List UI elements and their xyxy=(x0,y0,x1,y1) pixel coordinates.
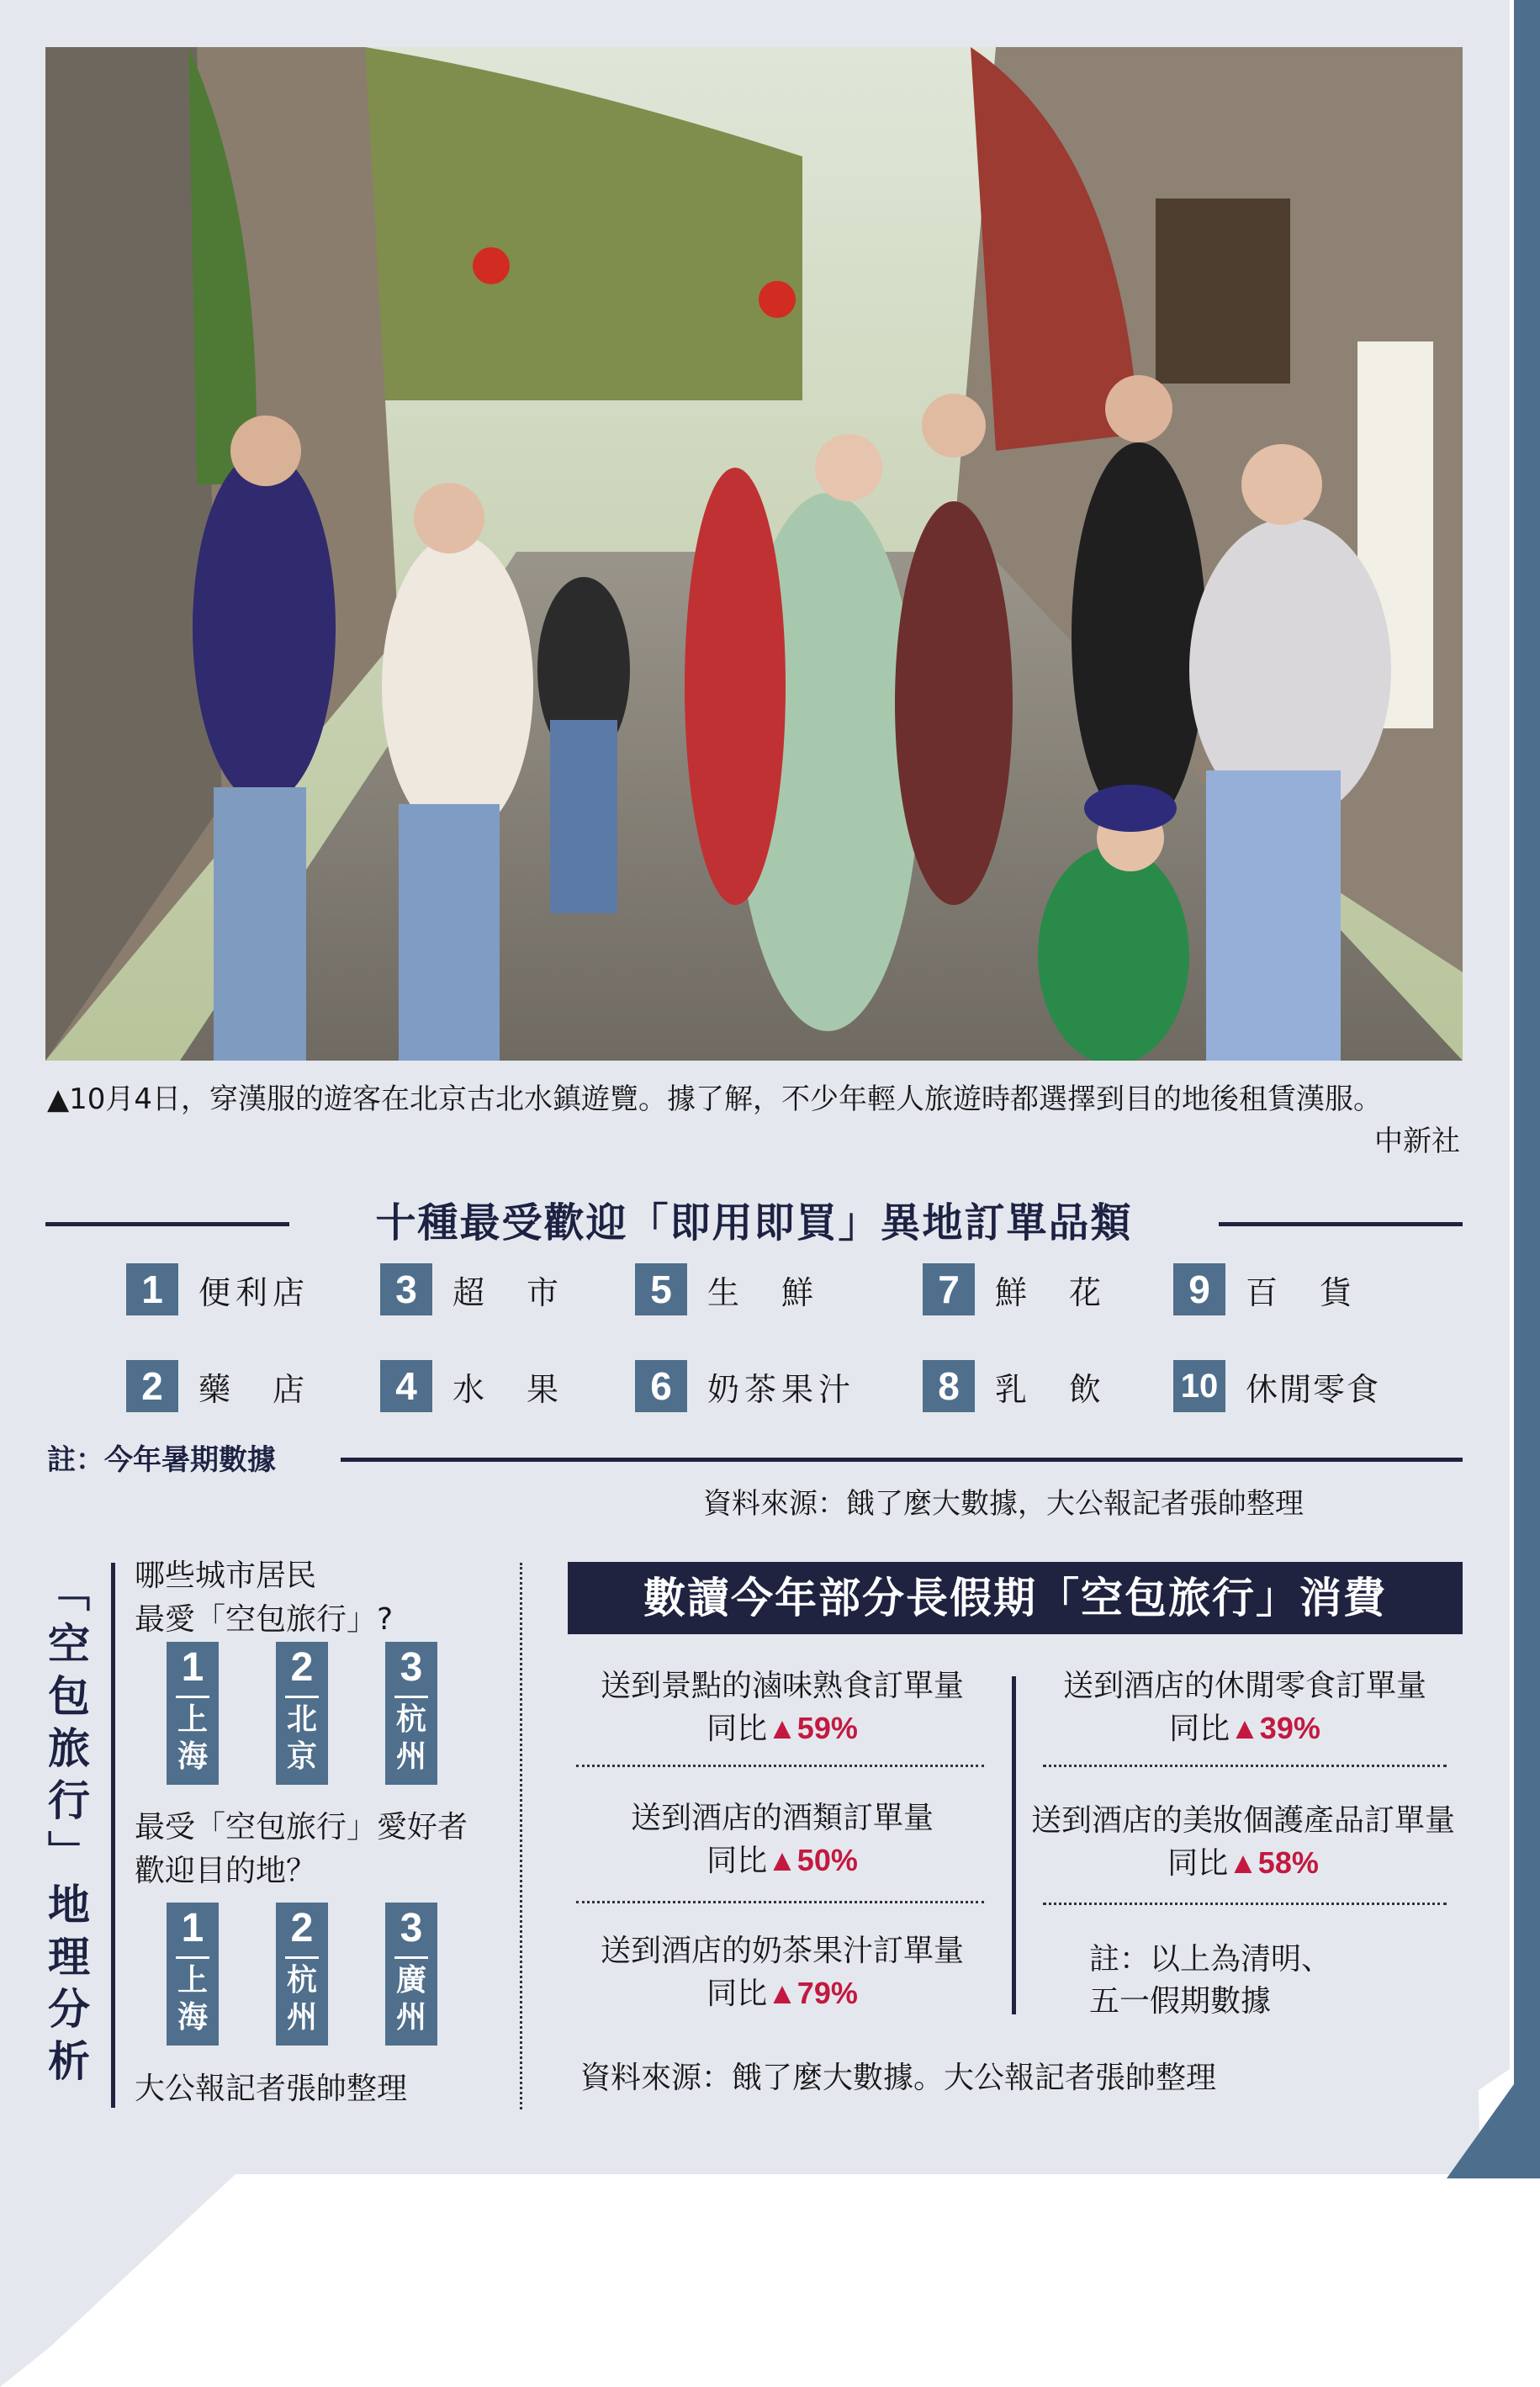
question-2 xyxy=(135,1806,468,1893)
rank-label: 便利店 xyxy=(198,1273,310,1311)
stat-label: 送到酒店的休閒零食訂單量 xyxy=(1062,1669,1426,1703)
rank-label: 超 市 xyxy=(452,1273,564,1311)
rank-number: 2 xyxy=(126,1360,178,1412)
q2-city-badge-2 xyxy=(276,1903,328,2046)
stat-value: 39% xyxy=(1259,1711,1320,1745)
rank-number: 6 xyxy=(635,1360,687,1412)
city-name: 上 海 xyxy=(177,1963,208,2035)
question-2-line-1: 最受「空包旅行」愛好者 xyxy=(135,1810,468,1844)
stat-value: 58% xyxy=(1257,1845,1319,1880)
up-arrow-icon: ▲ xyxy=(767,1711,797,1745)
stat-change xyxy=(1030,1707,1459,1750)
stat-3 xyxy=(572,1930,992,2015)
analysis-rule xyxy=(111,1563,115,2108)
caption-text: ▲10月4日，穿漢服的遊客在北京古北水鎮遊覽。據了解，不少年輕人旅遊時都選擇到目的地後租賃漢服。 xyxy=(47,1082,1383,1116)
holiday-note-line-1: 註：以上為清明、 xyxy=(1089,1942,1332,1977)
badge-divider xyxy=(394,1696,428,1698)
city-name: 廣 州 xyxy=(395,1963,426,2035)
stat-prefix: 同比 xyxy=(706,1712,768,1746)
q2-city-badge-1 xyxy=(167,1903,219,2046)
rank-item-3 xyxy=(380,1263,564,1315)
stat-dotted-rule xyxy=(576,1765,984,1767)
stat-dotted-rule xyxy=(576,1901,984,1903)
city-name: 杭 州 xyxy=(395,1702,426,1774)
stat-value: 79% xyxy=(796,1976,858,2010)
holiday-source: 資料來源：餓了麼大數據。大公報記者張帥整理 xyxy=(580,2061,1217,2095)
hanfu-tourists-photo xyxy=(45,47,1463,1061)
photo-credit: 中新社 xyxy=(1374,1125,1460,1158)
rank-label: 百 貨 xyxy=(1246,1273,1357,1311)
badge-divider xyxy=(285,1696,319,1698)
question-2-line-2: 歡迎目的地？ xyxy=(135,1854,317,1888)
badge-divider xyxy=(285,1956,319,1959)
badge-divider xyxy=(394,1956,428,1959)
question-1-line-1: 哪些城市居民 xyxy=(135,1559,317,1593)
rank-item-9 xyxy=(1173,1263,1357,1315)
stat-change xyxy=(572,1707,992,1750)
city-rank: 3 xyxy=(400,1906,423,1950)
stat-prefix: 同比 xyxy=(1167,1846,1229,1881)
city-rank: 2 xyxy=(290,1645,314,1690)
city-rank: 1 xyxy=(181,1645,204,1690)
rank-number: 1 xyxy=(126,1263,178,1315)
stat-label: 送到景點的滷味熟食訂單量 xyxy=(600,1669,964,1703)
badge-divider xyxy=(176,1956,209,1959)
rank-label: 鮮 花 xyxy=(995,1273,1107,1311)
stat-change xyxy=(572,1972,992,2015)
city-name: 杭 州 xyxy=(286,1963,317,2035)
stat-dotted-rule xyxy=(1043,1765,1447,1767)
rank-label: 奶茶果汁 xyxy=(707,1370,856,1408)
stat-prefix: 同比 xyxy=(1169,1712,1230,1746)
stat-2 xyxy=(572,1797,992,1882)
rank-label: 乳 飲 xyxy=(995,1370,1107,1408)
ranking-source: 資料來源：餓了麼大數據，大公報記者張帥整理 xyxy=(703,1487,1304,1521)
rank-label: 生 鮮 xyxy=(707,1273,819,1311)
ranking-note: 註：今年暑期數據 xyxy=(47,1443,276,1477)
rank-item-5 xyxy=(635,1263,818,1315)
rank-item-10 xyxy=(1173,1360,1380,1412)
badge-divider xyxy=(176,1696,209,1698)
rank-item-4 xyxy=(380,1360,564,1412)
q2-city-badge-3 xyxy=(385,1903,437,2046)
stat-label: 送到酒店的美妝個護產品訂單量 xyxy=(1030,1803,1455,1838)
ranking-section-title xyxy=(45,1194,1463,1253)
question-1-line-2: 最愛「空包旅行」? xyxy=(135,1602,394,1637)
stat-value: 50% xyxy=(796,1843,858,1877)
city-name: 北 京 xyxy=(286,1702,317,1774)
holiday-note-line-2: 五一假期數據 xyxy=(1089,1984,1272,2019)
ranking-note-rule xyxy=(341,1458,1463,1462)
stat-value: 59% xyxy=(796,1711,858,1745)
rank-number: 10 xyxy=(1173,1360,1225,1412)
rank-number: 8 xyxy=(923,1360,975,1412)
rank-label: 藥 店 xyxy=(198,1370,310,1408)
holiday-column-divider xyxy=(1012,1676,1016,2014)
stat-dotted-rule xyxy=(1043,1903,1447,1905)
analysis-vertical-title xyxy=(44,1566,94,2088)
ranking-title: 十種最受歡迎「即用即買」異地訂單品類 xyxy=(375,1199,1133,1246)
rank-number: 9 xyxy=(1173,1263,1225,1315)
city-name: 上 海 xyxy=(177,1702,208,1774)
stat-label: 送到酒店的酒類訂單量 xyxy=(630,1801,934,1835)
up-arrow-icon: ▲ xyxy=(1230,1711,1260,1745)
stat-label: 送到酒店的奶茶果汁訂單量 xyxy=(600,1934,964,1968)
stat-4 xyxy=(1030,1665,1459,1750)
stat-prefix: 同比 xyxy=(706,1844,768,1878)
section-dotted-divider xyxy=(520,1563,522,2109)
stat-change xyxy=(572,1839,992,1882)
analysis-credit: 大公報記者張帥整理 xyxy=(135,2072,408,2106)
holiday-note xyxy=(1089,1939,1331,2023)
q1-city-badge-3 xyxy=(385,1642,437,1785)
city-rank: 2 xyxy=(290,1906,314,1950)
rank-item-8 xyxy=(923,1360,1106,1412)
analysis-title-text: ﹁ 空 包 旅 行 ﹂ 地 理 分 析 xyxy=(48,1568,90,2086)
city-rank: 3 xyxy=(400,1645,423,1690)
up-arrow-icon: ▲ xyxy=(767,1843,797,1877)
stat-prefix: 同比 xyxy=(706,1977,768,2011)
rank-item-1 xyxy=(126,1263,310,1315)
stat-1 xyxy=(572,1665,992,1750)
up-arrow-icon: ▲ xyxy=(767,1976,797,2010)
rank-item-6 xyxy=(635,1360,855,1412)
rank-item-7 xyxy=(923,1263,1106,1315)
question-1 xyxy=(135,1554,393,1642)
rank-label: 水 果 xyxy=(452,1370,564,1408)
rank-label: 休閒零食 xyxy=(1246,1370,1381,1408)
stat-5 xyxy=(1024,1800,1462,1885)
holiday-title: 數讀今年部分長假期「空包旅行」消費 xyxy=(568,1562,1463,1634)
rank-number: 4 xyxy=(380,1360,432,1412)
rank-number: 7 xyxy=(923,1263,975,1315)
rank-number: 5 xyxy=(635,1263,687,1315)
stat-change xyxy=(1024,1842,1462,1885)
q1-city-badge-1 xyxy=(167,1642,219,1785)
up-arrow-icon: ▲ xyxy=(1228,1845,1258,1880)
city-rank: 1 xyxy=(181,1906,204,1950)
rank-number: 3 xyxy=(380,1263,432,1315)
q1-city-badge-2 xyxy=(276,1642,328,1785)
rank-item-2 xyxy=(126,1360,310,1412)
photo-caption xyxy=(47,1078,1460,1158)
